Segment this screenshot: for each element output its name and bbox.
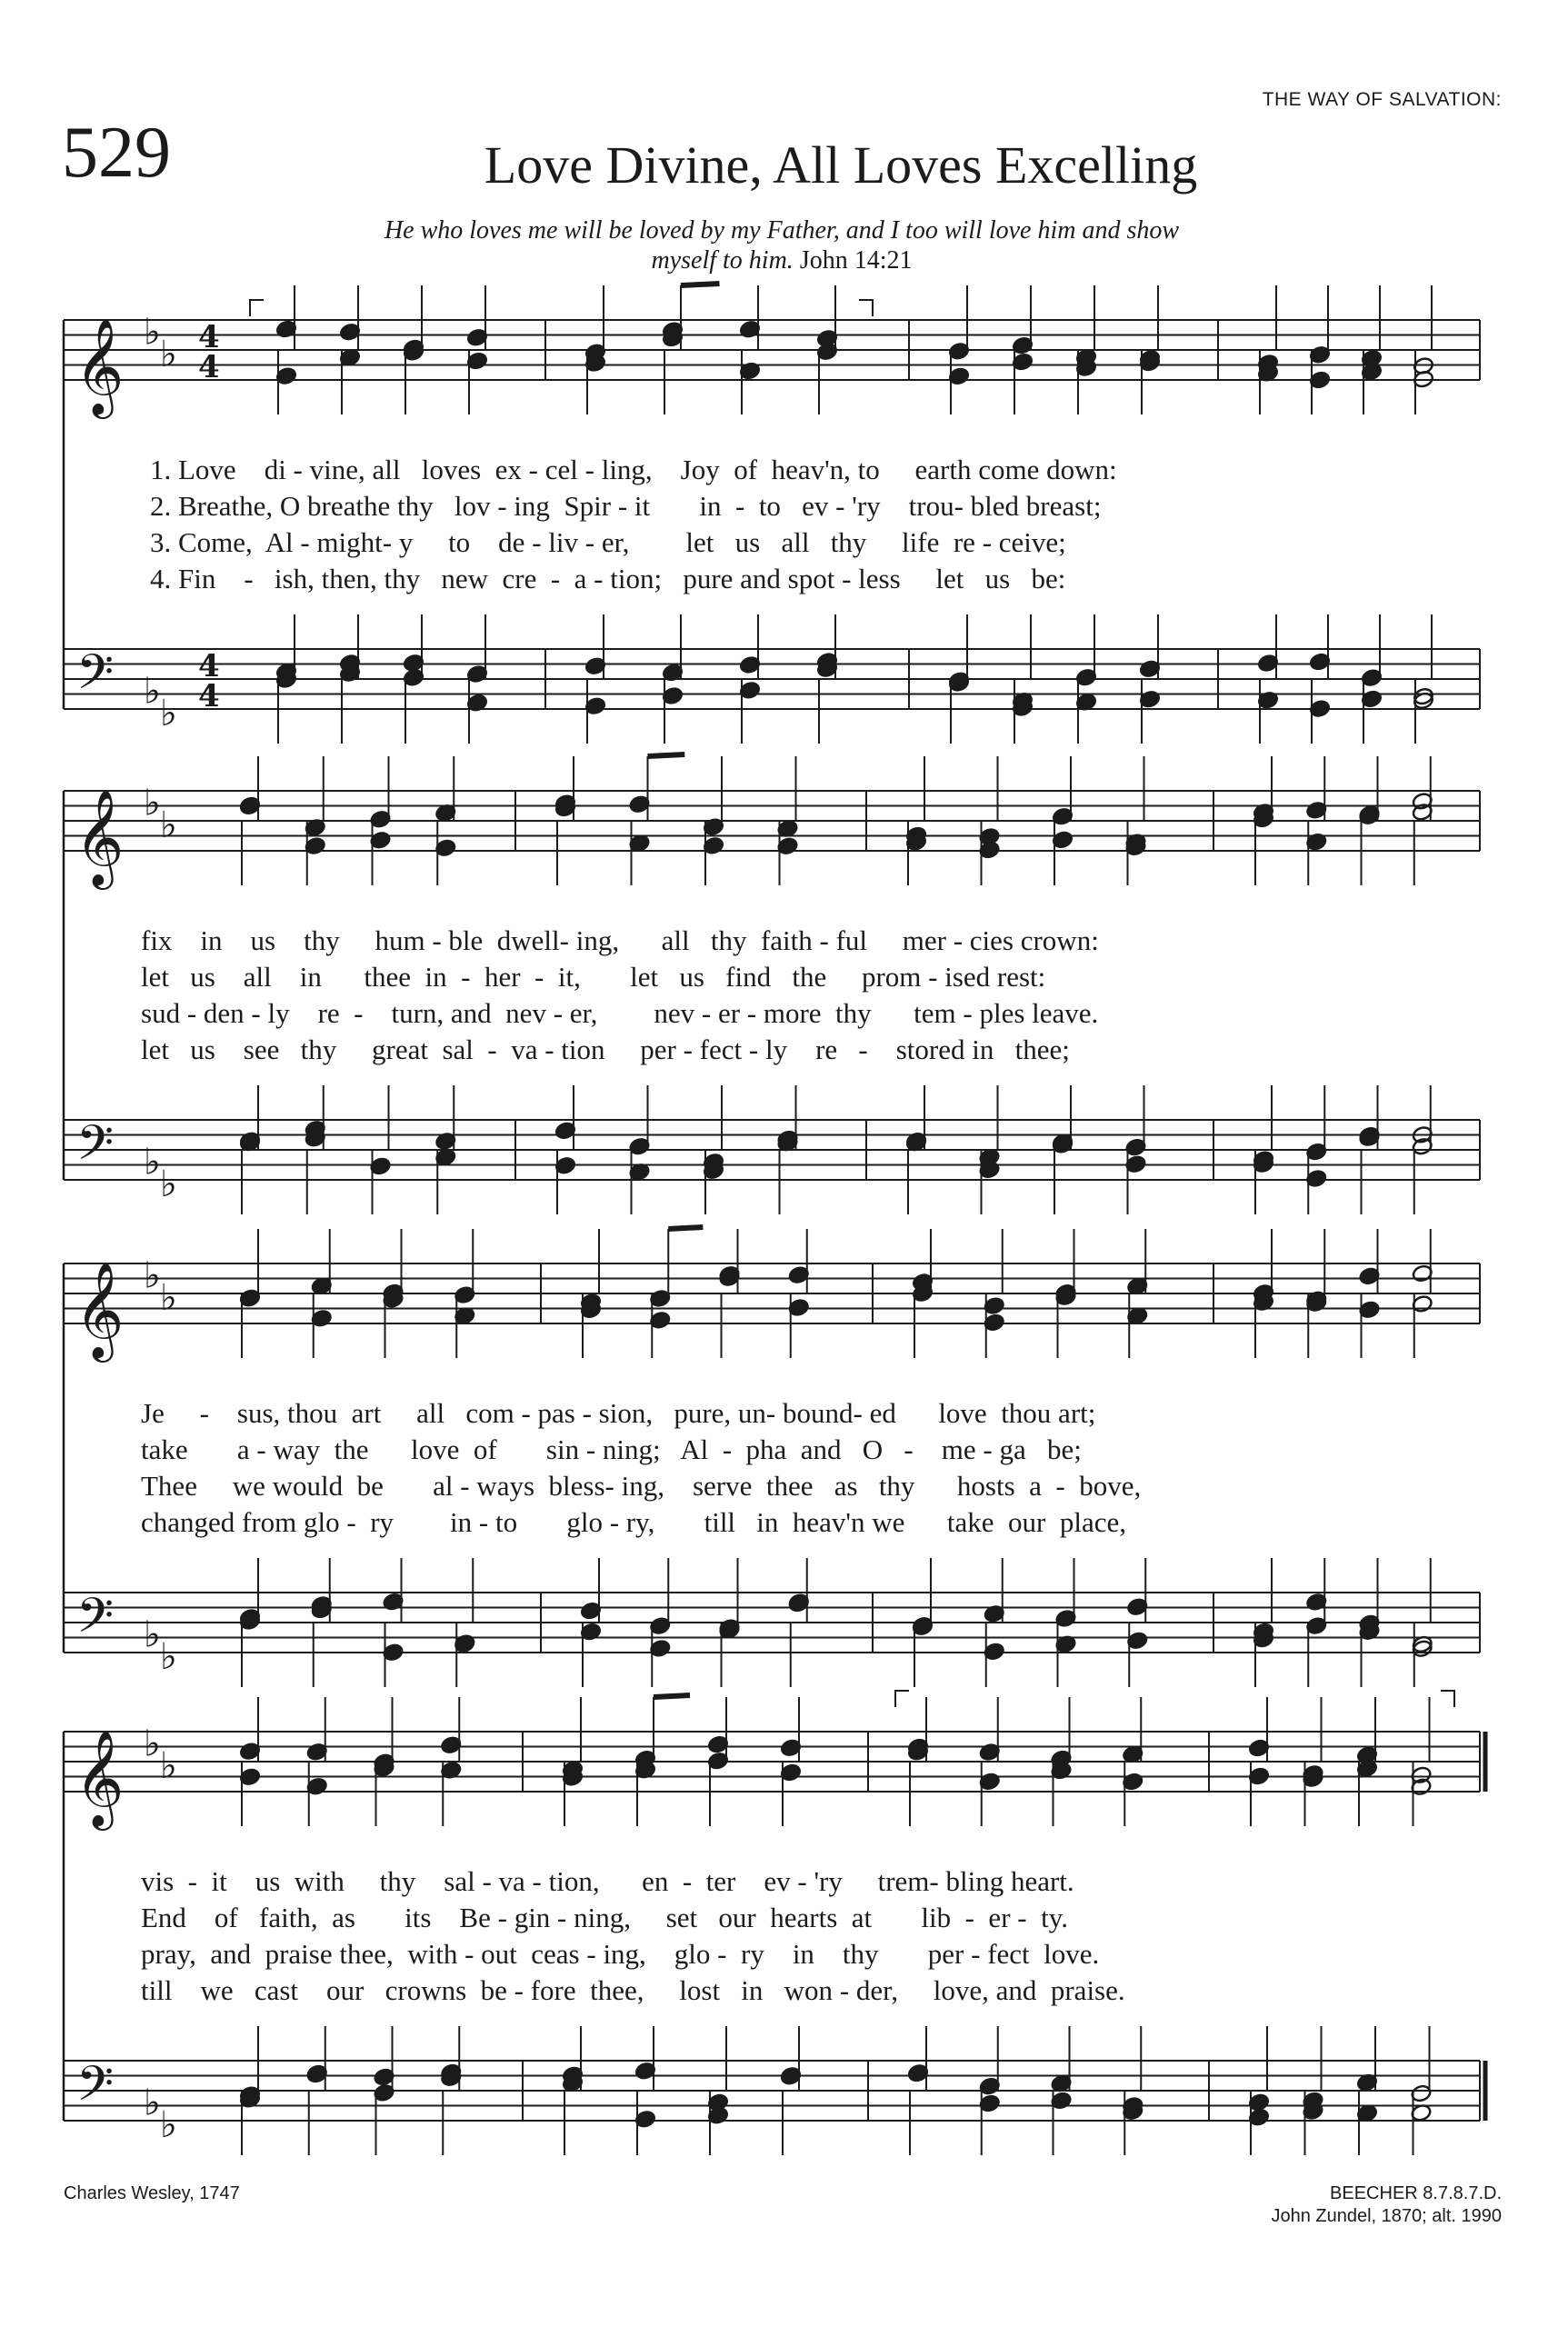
lyric-line-verse-1: fix in us thy hum - ble dwell- ing, all thy faith - ful mer - cies crown: [141,924,1099,956]
section-heading: THE WAY OF SALVATION: [1262,89,1502,110]
lyric-line-verse-1: vis - it us with thy sal - va - tion, en - ter ev - 'ry trem- bling heart. [141,1865,1074,1897]
flat-icon: ♭ [160,1745,177,1787]
lyric-line-verse-3: 3. Come, Al - might- y to de - liv - er, let us all thy life re - ceive; [150,526,1066,558]
lyric-line-verse-2: 2. Breathe, O breathe thy lov - ing Spir - it in - to ev - 'ry trou- bled breast; [150,490,1102,522]
eighth-note-beam [648,754,685,756]
treble-clef-icon: 𝄞 [75,788,125,885]
flat-icon: ♭ [144,1141,161,1183]
hymn-number: 529 [62,113,171,193]
eighth-note-beam [681,284,720,285]
time-signature-top: 4 [198,319,220,355]
flat-icon: ♭ [144,1723,161,1765]
treble-clef-icon: 𝄞 [75,1729,125,1826]
treble-clef-icon: 𝄞 [75,317,125,414]
phrase-bracket-right [1441,1691,1454,1707]
treble-clef-icon: 𝄞 [75,1261,125,1358]
flat-icon: ♭ [144,311,161,354]
flat-icon: ♭ [160,1164,177,1205]
time-signature-bottom: 4 [198,678,220,714]
lyric-line-verse-4: let us see thy great sal - va - tion per - fect - ly re - stored in thee; [141,1034,1070,1065]
bass-clef-icon: 𝄢 [76,1588,115,1656]
lyric-line-verse-4: till we cast our crowns be - fore thee, lost in won - der, love, and praise. [141,1974,1125,2006]
time-signature-top: 4 [198,648,220,684]
flat-icon: ♭ [144,1613,161,1656]
bass-clef-icon: 𝄢 [76,1115,115,1183]
tune-name: BEECHER 8.7.8.7.D. [1330,2183,1502,2203]
phrase-bracket-right [859,300,873,316]
lyric-line-verse-4: 4. Fin - ish, then, thy new cre - a - tion; pure and spot - less let us be: [150,563,1066,594]
lyric-line-verse-2: let us all in thee in - her - it, let us find the prom - ised rest: [141,961,1046,993]
bass-clef-icon: 𝄢 [76,644,115,713]
lyric-line-verse-3: pray, and praise thee, with - out ceas - ing, glo - ry in thy per - fect love. [141,1938,1100,1970]
flat-icon: ♭ [160,1636,177,1678]
flat-icon: ♭ [160,804,177,846]
lyric-line-verse-3: sud - den - ly re - turn, and nev - er, nev - er - more thy tem - ples leave. [141,997,1099,1029]
lyric-line-verse-1: Je - sus, thou art all com - pas - sion, pure, un- bound- ed love thou art; [141,1397,1096,1429]
lyric-line-verse-4: changed from glo - ry in - to glo - ry, till in heav'n we take our place, [141,1506,1127,1538]
lyric-line-verse-2: take a - way the love of sin - ning; Al - pha and O - me - ga be; [141,1433,1082,1465]
composer-credit: John Zundel, 1870; alt. 1990 [1271,2206,1502,2226]
phrase-bracket-left [895,1691,909,1707]
epigraph-text-line1: He who loves me will be loved by my Father, and I too will love him and show [384,216,1180,245]
lyric-line-verse-1: 1. Love di - vine, all loves ex - cel - ling, Joy of heav'n, to earth come down: [150,454,1117,485]
phrase-bracket-left [250,300,264,316]
flat-icon: ♭ [144,1254,161,1297]
flat-icon: ♭ [160,693,177,734]
flat-icon: ♭ [160,334,177,375]
flat-icon: ♭ [144,782,161,824]
flat-icon: ♭ [144,2082,161,2124]
flat-icon: ♭ [144,670,161,713]
flat-icon: ♭ [160,2104,177,2146]
lyric-line-verse-3: Thee we would be al - ways bless- ing, serve thee as thy hosts a - bove, [141,1470,1142,1502]
lyric-line-verse-2: End of faith, as its Be - gin - ning, set our hearts at lib - er - ty. [141,1902,1068,1933]
eighth-note-beam [654,1695,690,1697]
time-signature-bottom: 4 [198,349,220,385]
flat-icon: ♭ [160,1277,177,1319]
author-credit: Charles Wesley, 1747 [64,2183,240,2203]
epigraph-reference: John 14:21 [799,246,913,275]
epigraph-text-line2: myself to him. [651,246,794,275]
eighth-note-beam [668,1227,703,1229]
bass-clef-icon: 𝄢 [76,2056,115,2124]
hymn-title: Love Divine, All Loves Excelling [484,135,1198,195]
